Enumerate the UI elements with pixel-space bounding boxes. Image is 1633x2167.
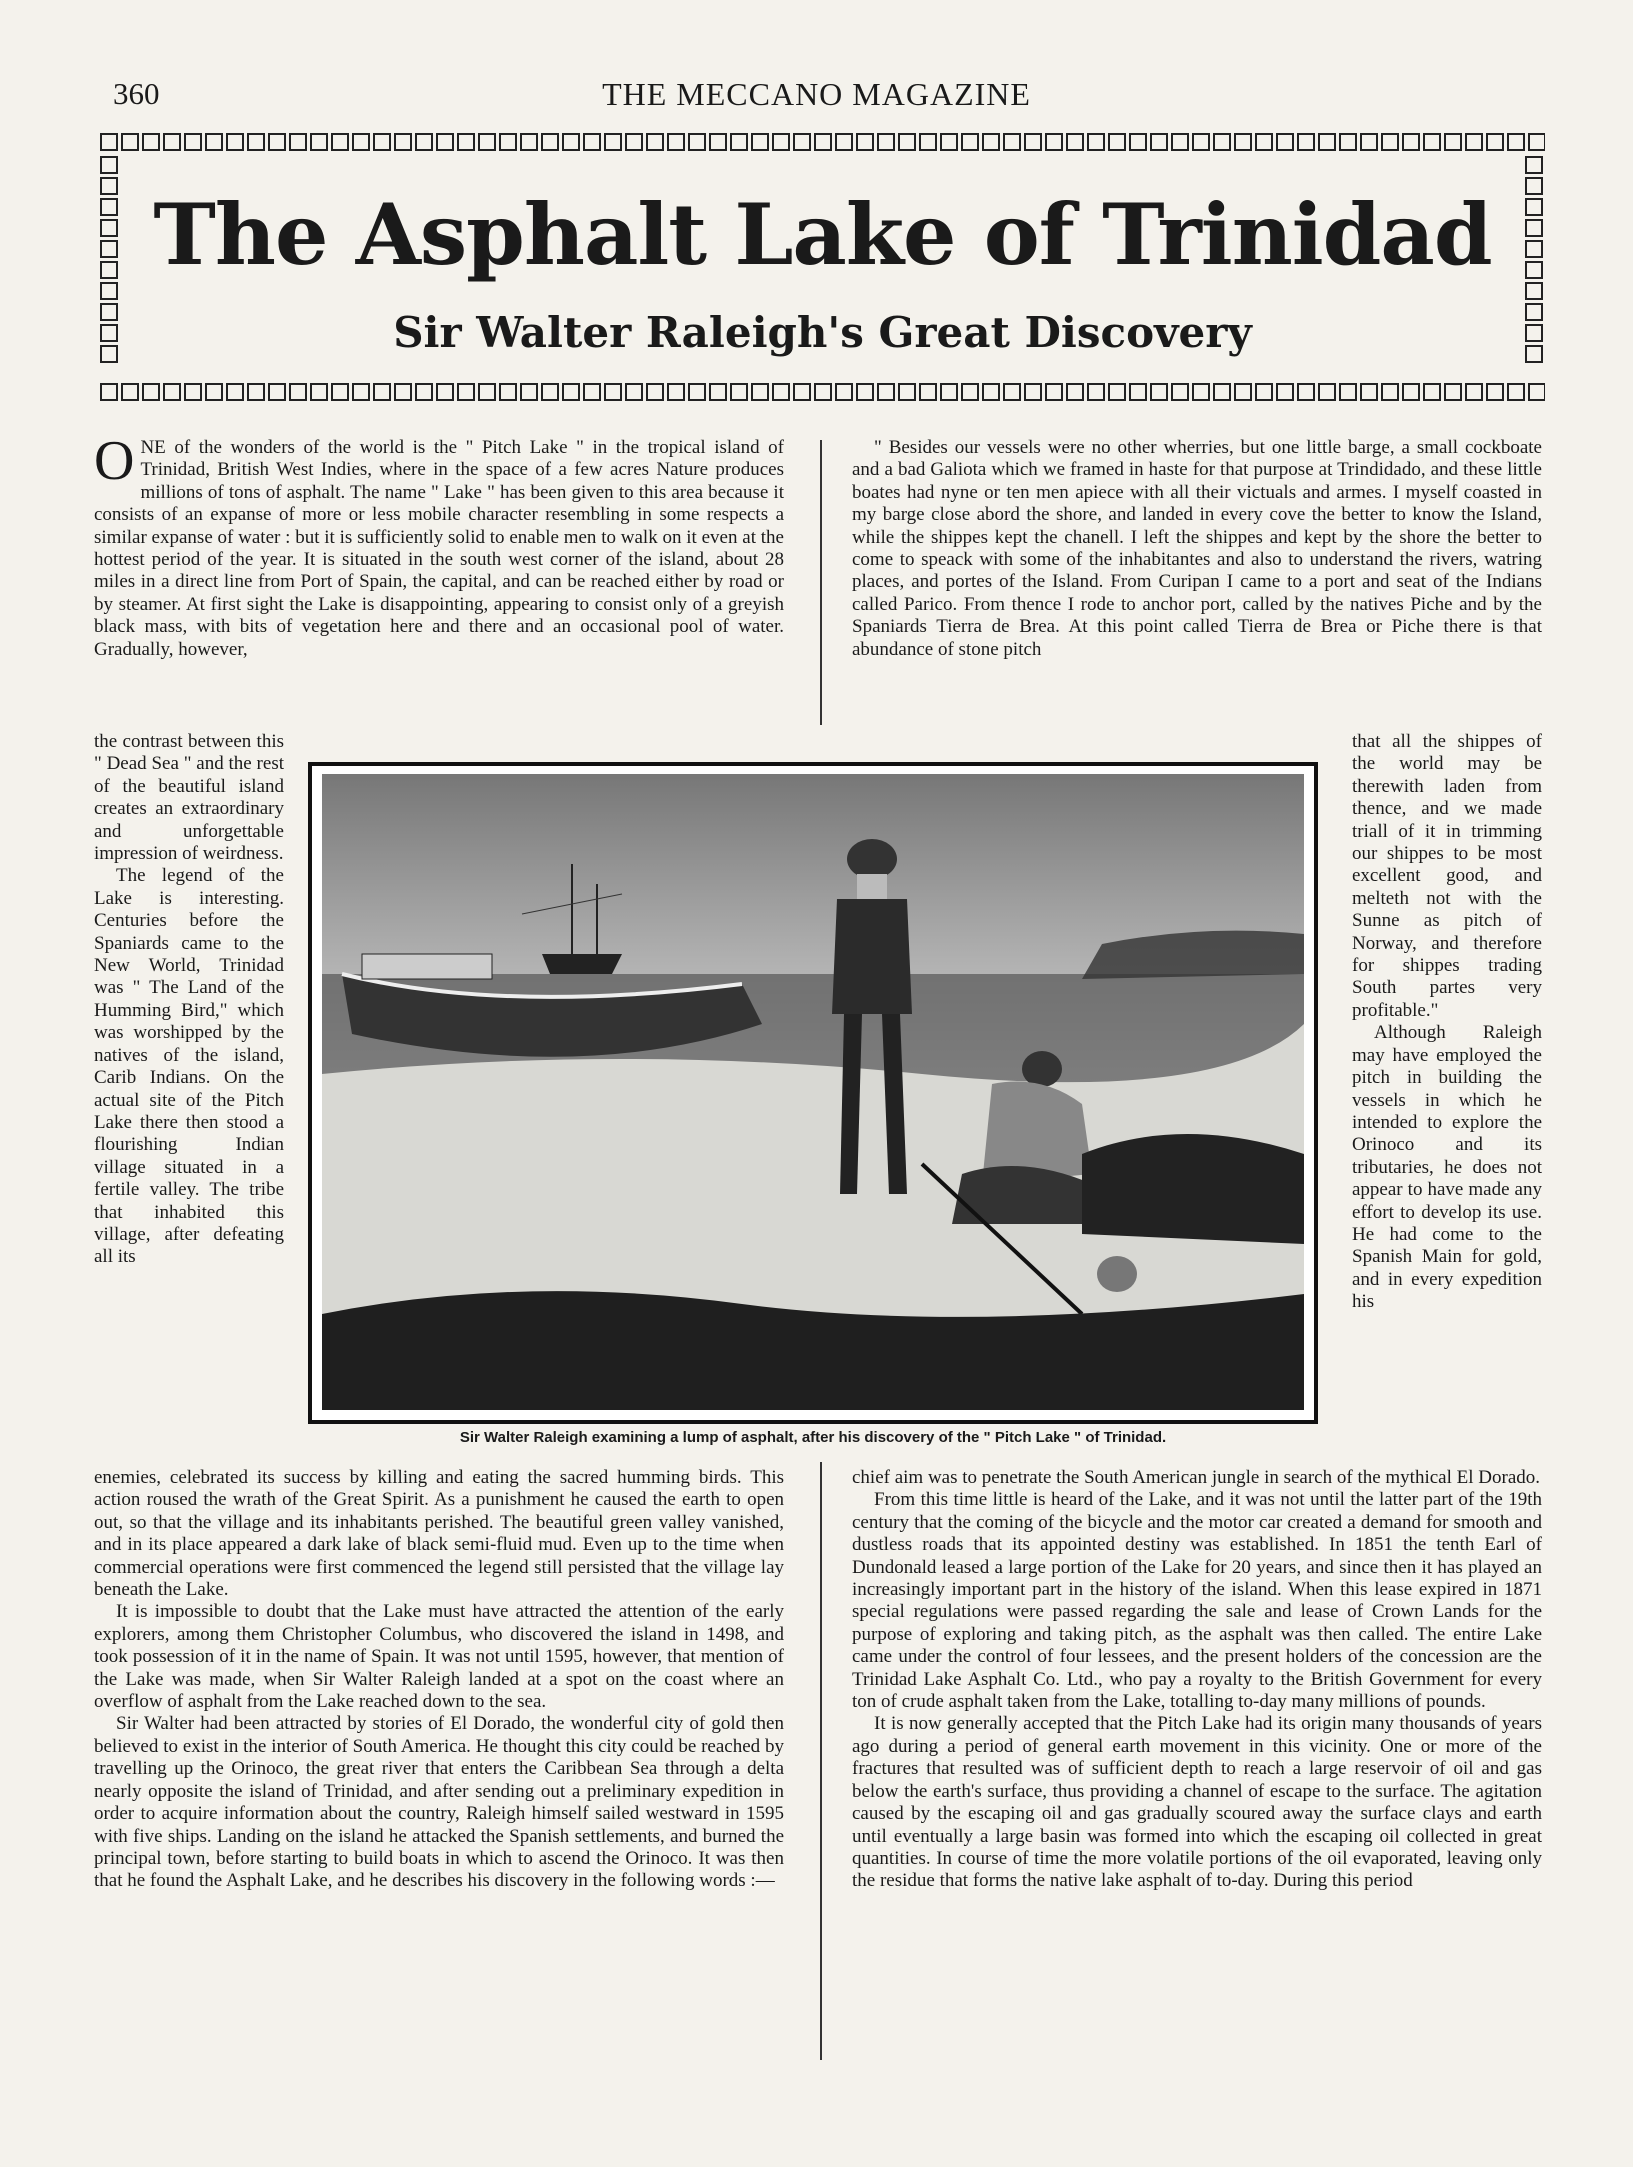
border-square: [352, 383, 370, 401]
border-square: [1276, 383, 1294, 401]
border-square: [751, 133, 769, 151]
border-square: [982, 383, 1000, 401]
border-square: [352, 133, 370, 151]
border-square: [1507, 383, 1525, 401]
column-divider: [820, 440, 822, 725]
border-square: [268, 383, 286, 401]
border-square: [1525, 282, 1543, 300]
border-square: [667, 383, 685, 401]
border-square: [1528, 133, 1545, 151]
border-square: [1255, 133, 1273, 151]
left-column-narrow: [94, 731, 284, 1269]
drop-cap: O: [94, 430, 135, 492]
paragraph: that all the shippes of the world may be therewith laden from thence, and we made triall of it in trimming our shippes to be most excellent good, and melteth not with the Sunne as pitch of Norway, and therefore for shippes trading South partes very profitable.": [1352, 731, 1542, 1021]
article-title: The Asphalt Lake of Trinidad: [153, 185, 1492, 284]
paragraph: Sir Walter had been attracted by stories of El Dorado, the wonderful city of gold then believed to exist in the interior of South America. He thought this city could be reached by travelling up the Orinoco, the great river that enters the Caribbean Sea through a delta nearly opposite the island of Trinidad, and after sending out a preliminary expedition in order to acquire information about the country, Raleigh himself sailed westward in 1595 with five ships. Landing on the island he attacked the Spanish settlements, and burned the principal town, before starting to build boats in which to ascend the Orinoco. It was then that he found the Asphalt Lake, and he describes his discovery in the following words :—: [94, 1713, 784, 1892]
border-square: [1150, 383, 1168, 401]
border-square: [1255, 383, 1273, 401]
border-square: [457, 383, 475, 401]
border-square: [1318, 133, 1336, 151]
border-square: [1402, 133, 1420, 151]
border-square: [163, 133, 181, 151]
border-square: [1234, 133, 1252, 151]
border-square: [856, 383, 874, 401]
border-square: [772, 383, 790, 401]
border-square: [121, 133, 139, 151]
border-square: [940, 133, 958, 151]
border-square: [394, 133, 412, 151]
page-header: [0, 76, 1633, 126]
border-square: [142, 383, 160, 401]
border-square: [1507, 133, 1525, 151]
border-square: [730, 133, 748, 151]
border-square: [793, 383, 811, 401]
border-square: [751, 383, 769, 401]
border-square: [1381, 133, 1399, 151]
border-square: [625, 383, 643, 401]
quote-paragraph: " Besides our vessels were no other wherries, but one little barge, a small cockboate and a bad Galiota which we framed in haste for that purpose at Trindidado, and these little boates had nyne or ten men apiece with all their victuals and armes. I myself coasted in my barge close abord the shore, and landed in every cove the better to know the Island, while the shippes kept the chanell. I left the shippes and kept by the shore the better to come to speack with some of the inhabitantes and also to understand the rivers, watring places, and portes of the Island. From Curipan I came to a port and seat of the Indians called Parico. From thence I rode to anchor port, called by the natives Piche and by the Spaniards Tierra de Brea. At this point called Tierra de Brea or Piche there is that abundance of stone pitch: [852, 437, 1542, 660]
border-square: [583, 383, 601, 401]
border-square: [1486, 383, 1504, 401]
left-column-intro: [94, 430, 784, 661]
border-square: [499, 383, 517, 401]
border-square: [793, 133, 811, 151]
article-subtitle: Sir Walter Raleigh's Great Discovery: [393, 308, 1252, 357]
border-square: [1486, 133, 1504, 151]
title-border-top: [100, 133, 1545, 153]
border-square: [1108, 383, 1126, 401]
border-square: [562, 383, 580, 401]
border-square: [1129, 383, 1147, 401]
border-square: [688, 133, 706, 151]
border-square: [1339, 383, 1357, 401]
border-square: [310, 133, 328, 151]
border-square: [226, 133, 244, 151]
border-square: [205, 383, 223, 401]
border-square: [625, 133, 643, 151]
border-square: [457, 133, 475, 151]
border-square: [436, 133, 454, 151]
illustration-figure: [308, 762, 1318, 1446]
paragraph: the contrast between this " Dead Sea " and the rest of the beautiful island creates an extraordinary and unforgettable impression of weirdness.: [94, 731, 284, 865]
border-square: [310, 383, 328, 401]
border-square: [667, 133, 685, 151]
column-divider: [820, 1462, 822, 2060]
figure-caption: Sir Walter Raleigh examining a lump of asphalt, after his discovery of the " Pitch Lake " of Trinidad.: [459, 1429, 1167, 1446]
border-square: [604, 383, 622, 401]
border-square: [1066, 383, 1084, 401]
border-square: [772, 133, 790, 151]
border-square: [898, 383, 916, 401]
border-square: [1171, 383, 1189, 401]
border-square: [373, 383, 391, 401]
border-square: [898, 133, 916, 151]
border-square: [709, 383, 727, 401]
border-square: [247, 383, 265, 401]
border-square: [1150, 133, 1168, 151]
border-square: [709, 133, 727, 151]
border-square: [1360, 383, 1378, 401]
border-square: [1108, 133, 1126, 151]
rocks: [1082, 1134, 1304, 1244]
border-square: [247, 133, 265, 151]
border-square: [1024, 133, 1042, 151]
border-square: [1024, 383, 1042, 401]
border-square: [415, 133, 433, 151]
border-square: [1297, 383, 1315, 401]
paragraph: It is impossible to doubt that the Lake must have attracted the attention of the early explorers, among them Christopher Columbus, who discovered the island in 1498, and took possession of it in the name of Spain. It was not until 1595, however, that mention of the Lake was made, when Sir Walter Raleigh landed at a spot on the coast where an overflow of asphalt from the Lake reached down to the sea.: [94, 1601, 784, 1713]
border-square: [331, 133, 349, 151]
border-square: [1297, 133, 1315, 151]
border-square: [688, 383, 706, 401]
border-square: [1525, 156, 1543, 174]
paragraph: The legend of the Lake is interesting. Centuries before the Spaniards came to the New World, Trinidad was " The Land of the Humming Bird," which was worshipped by the natives of the island, Carib Indians. On the actual site of the Pitch Lake there then stood a flourishing Indian village situated in a fertile valley. The tribe that inhabited this village, after defeating all its: [94, 865, 284, 1268]
paragraph: Although Raleigh may have employed the pitch in building the vessels in which he intended to explore the Orinoco and its tributaries, he does not appear to have made any effort to develop its use. He had come to the Spanish Main for gold, and in every expedition his: [1352, 1022, 1542, 1313]
border-square: [478, 383, 496, 401]
border-square: [1213, 383, 1231, 401]
border-square: [730, 383, 748, 401]
border-square: [289, 383, 307, 401]
border-square: [121, 383, 139, 401]
border-square: [163, 383, 181, 401]
border-square: [814, 383, 832, 401]
border-square: [1465, 383, 1483, 401]
border-square: [520, 383, 538, 401]
border-square: [835, 133, 853, 151]
right-column-bottom: [852, 1467, 1542, 1893]
border-square: [1444, 133, 1462, 151]
border-square: [499, 133, 517, 151]
border-square: [100, 282, 118, 300]
border-square: [1213, 133, 1231, 151]
border-square: [1402, 383, 1420, 401]
border-square: [1276, 133, 1294, 151]
paragraph: It is now generally accepted that the Pitch Lake had its origin many thousands of years ago during a period of general earth movement in this vicinity. One or more of the fractures that resulted was of sufficient depth to reach a large reservoir of oil and gas below the earth's surface, thus providing a channel of escape to the surface. The agitation caused by the escaping oil and gas gradually scoured away the surface clays and earth until eventually a large basin was formed into which the escaping oil collected in great quantities. In course of time the more volatile portions of the oil evaporated, leaving only the residue that forms the native lake asphalt of to-day. During this period: [852, 1713, 1542, 1892]
border-square: [877, 133, 895, 151]
running-title: THE MECCANO MAGAZINE: [602, 76, 1031, 112]
border-square: [184, 383, 202, 401]
border-square: [1087, 383, 1105, 401]
border-square: [1192, 383, 1210, 401]
border-square: [982, 133, 1000, 151]
border-square: [646, 133, 664, 151]
border-square: [814, 133, 832, 151]
intro-paragraph: NE of the wonders of the world is the " Pitch Lake " in the tropical island of Trinidad, British West Indies, where in the space of a few acres Nature produces millions of tons of asphalt. The name " Lake " has been given to this area because it consists of an expanse of more or less mobile character resembling in some respects a similar expanse of water : but it is sufficiently solid to enable men to walk on it even at the hottest period of the year. It is situated in the south west corner of the island, about 28 miles in a direct line from Port of Spain, the capital, and can be reached either by road or by steamer. At first sight the Lake is disappointing, appearing to consist only of a greyish black mass, with bits of vegetation here and there and an occasional pool of water. Gradually, however,: [94, 437, 784, 660]
border-square: [1444, 383, 1462, 401]
page-number: 360: [113, 76, 160, 111]
border-square: [604, 133, 622, 151]
border-square: [877, 383, 895, 401]
border-square: [562, 133, 580, 151]
border-square: [142, 133, 160, 151]
border-square: [919, 133, 937, 151]
border-square: [1192, 133, 1210, 151]
raleigh-illustration: [322, 774, 1304, 1410]
border-square: [1339, 133, 1357, 151]
border-square: [1003, 133, 1021, 151]
right-column-intro: [852, 437, 1542, 661]
border-square: [646, 383, 664, 401]
paragraph: enemies, celebrated its success by killing and eating the sacred humming birds. This action roused the wrath of the Great Spirit. As a punishment he caused the earth to open out, so that the village and its inhabitants perished. The beautiful green valley vanished, and in its place appeared a dark lake of black semi-fluid mud. Even up to the time when commercial operations were first commenced the legend still persisted that the village lay beneath the Lake.: [94, 1467, 784, 1601]
border-square: [373, 133, 391, 151]
border-square: [856, 133, 874, 151]
border-square: [1066, 133, 1084, 151]
border-square: [289, 133, 307, 151]
border-square: [478, 133, 496, 151]
border-square: [1045, 133, 1063, 151]
border-square: [1234, 383, 1252, 401]
border-square: [100, 133, 118, 151]
paragraph: chief aim was to penetrate the South American jungle in search of the mythical El Dorado.: [852, 1467, 1540, 1488]
border-square: [1423, 383, 1441, 401]
border-square: [1171, 133, 1189, 151]
border-square: [184, 133, 202, 151]
border-square: [1465, 133, 1483, 151]
border-square: [1003, 383, 1021, 401]
border-square: [1423, 133, 1441, 151]
border-square: [205, 133, 223, 151]
border-square: [1129, 133, 1147, 151]
border-square: [541, 383, 559, 401]
border-square: [835, 383, 853, 401]
border-square: [961, 133, 979, 151]
border-square: [331, 383, 349, 401]
left-column-bottom: [94, 1467, 784, 1893]
border-square: [583, 133, 601, 151]
border-square: [268, 133, 286, 151]
border-square: [415, 383, 433, 401]
border-square: [1381, 383, 1399, 401]
border-square: [541, 133, 559, 151]
border-square: [1045, 383, 1063, 401]
border-square: [394, 383, 412, 401]
border-square: [226, 383, 244, 401]
right-column-narrow: [1352, 731, 1542, 1314]
border-square: [940, 383, 958, 401]
border-square: [1087, 133, 1105, 151]
border-square: [100, 156, 118, 174]
title-border-bottom: [100, 383, 1545, 403]
helmet-on-ground: [1097, 1256, 1137, 1292]
border-square: [1318, 383, 1336, 401]
paragraph: From this time little is heard of the Lake, and it was not until the latter part of the 19th century that the coming of the bicycle and the motor car created a demand for smooth and dustless roads that its appointed destiny was established. In 1851 the tenth Earl of Dundonald leased a large portion of the Lake for 20 years, and since then it has played an increasingly important part in the history of the island. When this lease expired in 1871 special regulations were passed regarding the sale and lease of Crown Lands for the purpose of exploring and taking pitch, as the asphalt was then called. The entire Lake came under the control of four lessees, and the present holders of the concession are the Trinidad Lake Asphalt Co. Ltd., who pay a royalty to the British Government for every ton of crude asphalt taken from the Lake, totalling to-day many millions of pounds.: [852, 1489, 1542, 1713]
border-square: [961, 383, 979, 401]
border-square: [1360, 133, 1378, 151]
border-square: [520, 133, 538, 151]
border-square: [436, 383, 454, 401]
border-square: [919, 383, 937, 401]
